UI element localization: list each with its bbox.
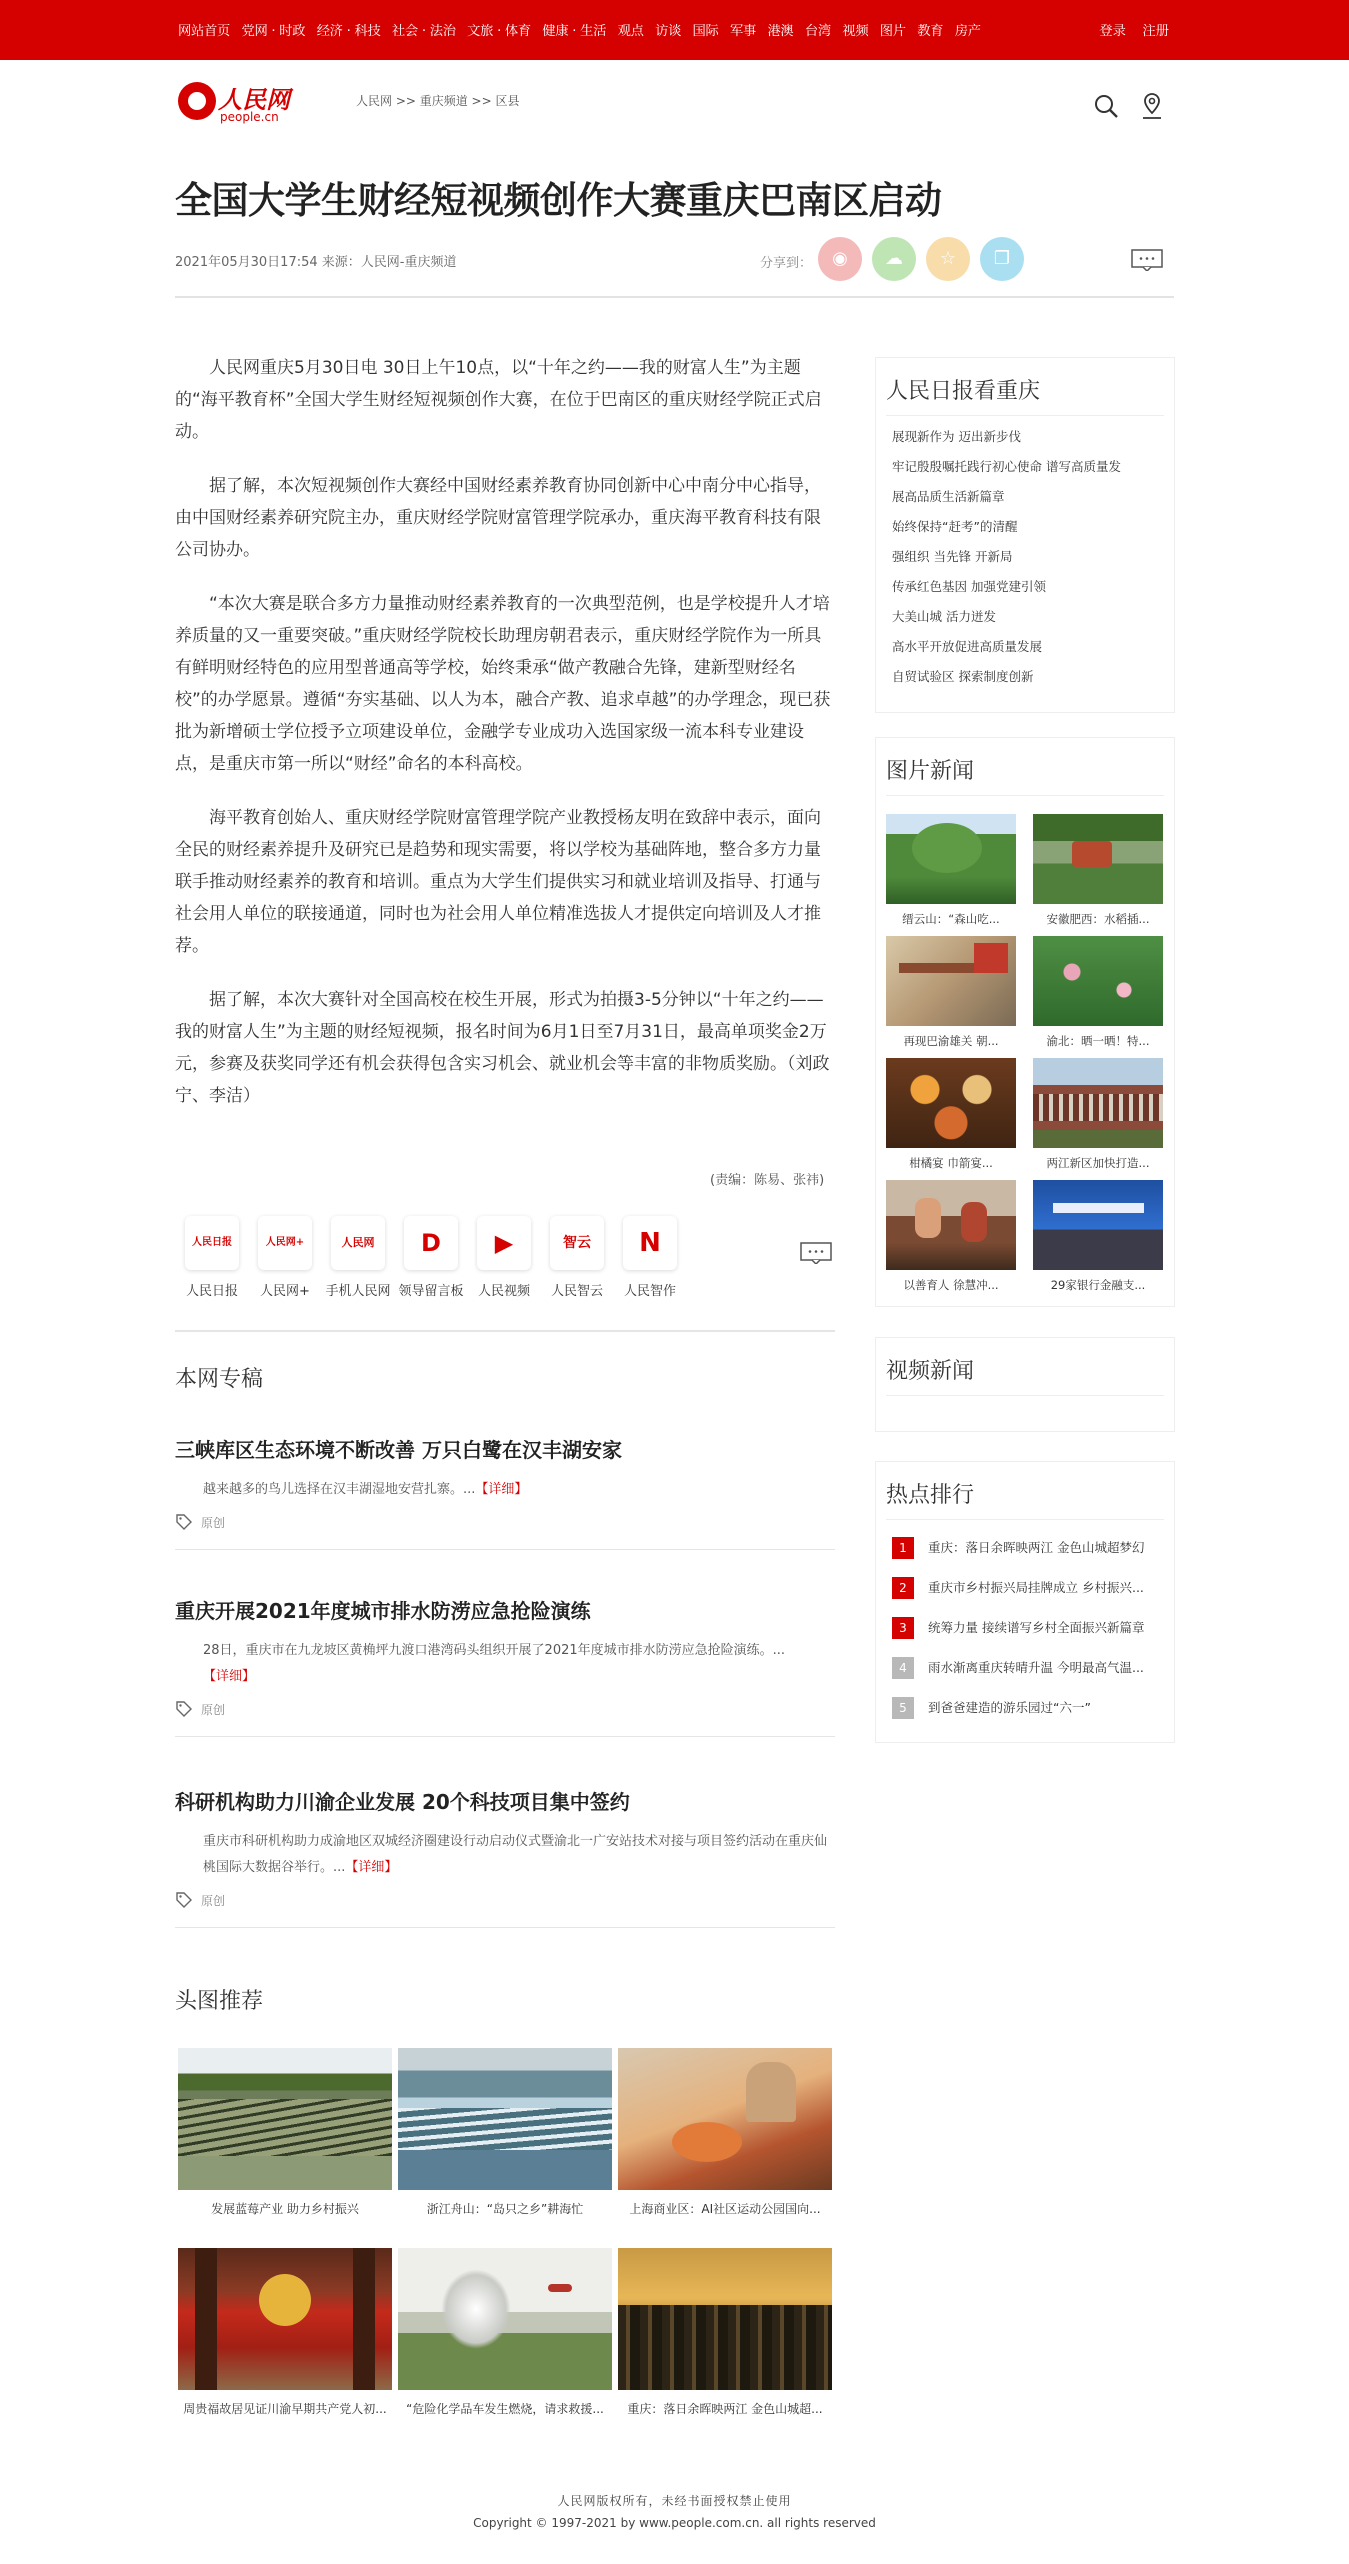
sidebar-box-title: 热点排行 <box>876 1462 1174 1516</box>
photo-harrow-building[interactable] <box>1033 1058 1163 1148</box>
nav-link-opinion[interactable]: 观点 <box>617 24 644 39</box>
tag-icon <box>175 1700 193 1718</box>
mobile-people-app-icon: 人民网 <box>331 1216 385 1270</box>
nav-link-video[interactable]: 视频 <box>842 24 869 39</box>
photo-blueberry[interactable] <box>178 2048 392 2190</box>
tile-caption[interactable]: 浙江舟山：“岛只之乡”耕海忙 <box>426 2202 584 2216</box>
tag-label[interactable]: 原创 <box>201 1702 226 1717</box>
article-paragraph: 据了解，本次短视频创作大赛经中国财经素养教育协同创新中心中南分中心指导，由中国财经素养研究院主办，重庆财经学院财富管理学院承办，重庆海平教育科技有限公司协办。 <box>175 476 821 560</box>
sidebar-link[interactable]: 牢记殷殷嘱托践行初心使命 谱写高质量发 <box>892 459 1121 474</box>
news-item <box>175 1786 835 1928</box>
photo-teacher-students[interactable] <box>886 1180 1016 1270</box>
play-app-icon: ▶ <box>477 1216 531 1270</box>
sidebar-link[interactable]: 展高品质生活新篇章 <box>892 489 1005 504</box>
tag-icon <box>175 1513 193 1531</box>
comment-icon[interactable] <box>1131 249 1163 271</box>
tag-label[interactable]: 原创 <box>201 1893 226 1908</box>
photo-news-item[interactable] <box>1033 1180 1163 1293</box>
copy-link-icon[interactable]: ❐ <box>980 237 1024 281</box>
nav-link-realestate[interactable]: 房产 <box>954 24 981 39</box>
app-people-daily[interactable] <box>183 1216 241 1299</box>
photo-chongqing-sunset[interactable] <box>618 2248 832 2390</box>
breadcrumb[interactable]: 人民网 >> 重庆频道 >> 区县 <box>356 94 520 108</box>
top-navigation-bar <box>0 0 1349 60</box>
site-logo[interactable] <box>178 80 298 128</box>
nav-link-culture[interactable]: 文旅 · 体育 <box>467 24 531 39</box>
section-title-head: 头图推荐 <box>175 1989 264 2014</box>
news-summary <box>175 1638 835 1690</box>
article-meta: 2021年05月30日17:54 来源：人民网-重庆频道 <box>175 255 457 270</box>
photo-bayu-pass[interactable] <box>886 936 1016 1026</box>
news-summary-text: 越来越多的鸟儿选择在汉丰湖湿地安营扎寨。... <box>203 1482 476 1497</box>
divider <box>175 1736 835 1737</box>
head-image-tile[interactable] <box>398 2048 612 2217</box>
photo-rice-planting[interactable] <box>1033 814 1163 904</box>
hot-item-title[interactable]: 雨水渐离重庆转晴升温 今明最高气温... <box>928 1660 1144 1675</box>
photo-caption[interactable]: 29家银行金融支... <box>1050 1278 1146 1292</box>
photo-caption[interactable]: 柑橘宴 巾箭宴... <box>909 1156 993 1170</box>
app-label: 人民日报 <box>185 1284 238 1299</box>
news-summary-text: 28日，重庆市在九龙坡区黄桷坪九渡口港湾码头组织开展了2021年度城市排水防涝应急抢险演练。... <box>203 1643 786 1658</box>
logo-mark-icon <box>178 82 216 120</box>
news-title[interactable]: 重庆开展2021年度城市排水防涝应急抢险演练 <box>175 1599 591 1623</box>
sidebar-link[interactable]: 强组织 当先锋 开新局 <box>892 549 1013 564</box>
sidebar-link[interactable]: 传承红色基因 加强党建引领 <box>892 579 1046 594</box>
news-summary-text: 重庆市科研机构助力成渝地区双城经济圈建设行动启动仪式暨渝北一广安站技术对接与项目签约活动在重庆仙桃国际大数据谷举行。... <box>203 1834 828 1875</box>
detail-link[interactable]: 【详细】 <box>345 1860 398 1875</box>
photo-caption[interactable]: 缙云山：“森山吃... <box>902 912 1000 926</box>
tag-icon <box>175 1891 193 1909</box>
logo-text: 人民网 <box>218 85 290 114</box>
article-body <box>175 352 835 1134</box>
tile-caption[interactable]: 上海商业区：AI社区运动公园国向... <box>629 2202 821 2216</box>
editor-credit: (责编：陈易、张祎) <box>710 1173 825 1188</box>
app-mobile-people[interactable] <box>325 1216 391 1299</box>
news-tag <box>175 1891 835 1909</box>
rank-badge: 2 <box>892 1577 914 1599</box>
sidebar-people-daily-chongqing <box>875 357 1175 713</box>
rank-badge: 5 <box>892 1697 914 1719</box>
hot-item-title[interactable]: 重庆：落日余晖映两江 金色山城超梦幻 <box>928 1540 1145 1555</box>
photo-bank-forum[interactable] <box>1033 1180 1163 1270</box>
article-paragraph: 据了解，本次大赛针对全国高校在校生开展，形式为拍摄3-5分钟以“十年之约——我的财富人生”为主题的财经短视频，报名时间为6月1日至7月31日，最高单项奖金2万元，参赛及获奖同学还有机会获得包含实习机会、就业机会等丰富的非物质奖励。（刘政宁、李洁） <box>175 990 830 1106</box>
footer-copyright-cn: 人民网版权所有，未经书面授权禁止使用 <box>557 2494 792 2508</box>
photo-news-item[interactable] <box>886 936 1016 1049</box>
wechat-share-icon[interactable]: ☁ <box>872 237 916 281</box>
photo-caption[interactable]: 以善育人 徐慧冲... <box>903 1278 999 1292</box>
nav-link-hkmacao[interactable]: 港澳 <box>767 24 794 39</box>
photo-sea-farm[interactable] <box>398 2048 612 2190</box>
app-people-zhiyun[interactable] <box>548 1216 606 1299</box>
news-summary <box>175 1829 835 1881</box>
rank-badge: 4 <box>892 1657 914 1679</box>
app-people-plus[interactable] <box>256 1216 314 1299</box>
photo-caption[interactable]: 再现巴渝雄关 朝... <box>903 1034 999 1048</box>
zhiyun-app-icon: 智云 <box>550 1216 604 1270</box>
app-label: 人民智云 <box>550 1284 603 1299</box>
rank-badge: 3 <box>892 1617 914 1639</box>
hot-item-title[interactable]: 重庆市乡村振兴局挂牌成立 乡村振兴... <box>928 1580 1144 1595</box>
article-title: 全国大学生财经短视频创作大赛重庆巴南区启动 <box>175 179 942 222</box>
photo-news-item[interactable] <box>1033 936 1163 1049</box>
hot-item-title[interactable]: 统筹力量 接续谱写乡村全面振兴新篇章 <box>928 1620 1145 1635</box>
weibo-share-icon[interactable]: ◉ <box>818 237 862 281</box>
news-item <box>175 1434 835 1550</box>
location-icon[interactable] <box>1140 92 1164 120</box>
sidebar-box-title: 人民日报看重庆 <box>876 358 1174 412</box>
app-row <box>176 1216 836 1306</box>
nav-link-pictures[interactable]: 图片 <box>879 24 906 39</box>
app-label: 手机人民网 <box>325 1284 391 1299</box>
app-label: 人民网+ <box>260 1284 310 1299</box>
hot-item[interactable] <box>892 1528 1158 1568</box>
news-tag <box>175 1700 835 1718</box>
photo-rescue-drill[interactable] <box>398 2248 612 2390</box>
news-summary <box>175 1477 835 1503</box>
head-image-tile[interactable] <box>398 2248 612 2417</box>
nav-link-health[interactable]: 健康 · 生活 <box>542 24 607 39</box>
tile-caption[interactable]: “危险化学品车发生燃烧，请求救援... <box>406 2402 604 2416</box>
sidebar-link[interactable]: 自贸试验区 探索制度创新 <box>892 669 1034 684</box>
photo-lotus-pond[interactable] <box>1033 936 1163 1026</box>
article-paragraph: 人民网重庆5月30日电 30日上午10点，以“十年之约——我的财富人生”为主题的“海平教育杯”全国大学生财经短视频创作大赛，在位于巴南区的重庆财经学院正式启动。 <box>175 358 822 442</box>
footer-copyright-en: Copyright © 1997-2021 by www.people.com.cn. all rights reserved <box>473 2516 876 2530</box>
news-title[interactable]: 科研机构助力川渝企业发展 20个科技项目集中签约 <box>175 1790 630 1814</box>
sidebar-link[interactable]: 高水平开放促进高质量发展 <box>892 639 1043 654</box>
tile-caption[interactable]: 周贵福故居见证川渝早期共产党人初... <box>183 2402 387 2416</box>
tag-label[interactable]: 原创 <box>201 1515 226 1530</box>
detail-link[interactable]: 【详细】 <box>203 1669 256 1684</box>
head-image-tile[interactable] <box>178 2248 392 2417</box>
hot-item[interactable] <box>892 1648 1158 1688</box>
nav-link-military[interactable]: 军事 <box>729 24 756 39</box>
nav-link-politics[interactable]: 党网 · 时政 <box>241 24 306 39</box>
share-label: 分享到： <box>760 256 813 271</box>
rank-badge: 1 <box>892 1537 914 1559</box>
sidebar-link[interactable]: 大美山城 活力迸发 <box>892 609 996 624</box>
divider <box>175 1549 835 1550</box>
photo-news-item[interactable] <box>886 814 1016 927</box>
nav-link-economy[interactable]: 经济 · 科技 <box>316 24 381 39</box>
photo-caption[interactable]: 渝北：晒一晒！特... <box>1046 1034 1150 1048</box>
sidebar-box-title: 图片新闻 <box>876 738 1174 792</box>
app-people-video[interactable] <box>475 1216 533 1299</box>
app-leader-message[interactable] <box>398 1216 464 1299</box>
article-paragraph: “本次大赛是联合多方力量推动财经素养教育的一次典型范例，也是学校提升人才培养质量的又一重要突破。”重庆财经学院校长助理房朝君表示，重庆财经学院作为一所具有鲜明财经特色的应用型普通高等学校，始终秉承“做产教融合先锋，建新型财经名校”的办学愿景。遵循“夯实基础、以人为本，融合产教、追求卓越”的办学理念，现已获批为新增硕士学位授予立项建设单位，金融学专业成功入选国家级一流本科专业建设点，是重庆市第一所以“财经”命名的本科高校。 <box>175 594 831 774</box>
hot-item[interactable] <box>892 1568 1158 1608</box>
detail-link[interactable]: 【详细】 <box>475 1482 528 1497</box>
photo-news-item[interactable] <box>886 1180 1016 1293</box>
comment-icon[interactable] <box>800 1242 832 1264</box>
sidebar-video-news <box>875 1337 1175 1432</box>
news-tag <box>175 1513 835 1531</box>
photo-jinyun-mountain[interactable] <box>886 814 1016 904</box>
photo-citrus-feast[interactable] <box>886 1058 1016 1148</box>
sidebar-hot-ranking <box>875 1461 1175 1743</box>
divider <box>175 296 1174 298</box>
tile-caption[interactable]: 发展蓝莓产业 助力乡村振兴 <box>211 2202 359 2216</box>
nav-link-home[interactable]: 网站首页 <box>178 24 230 39</box>
tile-caption[interactable]: 重庆：落日余晖映两江 金色山城超... <box>627 2402 823 2416</box>
leader-message-app-icon: D <box>404 1216 458 1270</box>
login-link[interactable]: 登录 <box>1099 24 1126 39</box>
section-title-local: 本网专稿 <box>175 1367 264 1392</box>
hot-item-title[interactable]: 到爸爸建造的游乐园过“六一” <box>928 1700 1091 1715</box>
sidebar-link[interactable]: 始终保持“赶考”的清醒 <box>892 519 1018 534</box>
favorite-share-icon[interactable]: ☆ <box>926 237 970 281</box>
sidebar-link[interactable]: 展现新作为 迈出新步伐 <box>892 429 1021 444</box>
app-label: 人民智作 <box>623 1284 676 1299</box>
nav-link-society[interactable]: 社会 · 法治 <box>391 24 456 39</box>
app-label: 人民视频 <box>477 1284 530 1299</box>
nav-link-international[interactable]: 国际 <box>692 24 719 39</box>
app-people-zhizuo[interactable] <box>621 1216 679 1299</box>
nav-link-education[interactable]: 教育 <box>917 24 944 39</box>
photo-news-item[interactable] <box>1033 1058 1163 1171</box>
nav-link-interview[interactable]: 访谈 <box>655 24 682 39</box>
hot-item[interactable] <box>892 1608 1158 1648</box>
photo-ai-park[interactable] <box>618 2048 832 2190</box>
article-paragraph: 海平教育创始人、重庆财经学院财富管理学院产业教授杨友明在致辞中表示，面向全民的财经素养提升及研究已是趋势和现实需要，将以学校为基础阵地，整合多方力量联手推动财经素养的教育和培训。重点为大学生们提供实习和就业培训及指导、打通与社会用人单位的联接通道，同时也为社会用人单位精准选拔人才提供定向培训及人才推荐。 <box>175 808 821 956</box>
app-label: 领导留言板 <box>398 1284 464 1299</box>
photo-memorial-hall[interactable] <box>178 2248 392 2390</box>
news-item <box>175 1595 835 1737</box>
photo-caption[interactable]: 安徽肥西：水稻插... <box>1046 912 1150 926</box>
zhizuo-app-icon: N <box>623 1216 677 1270</box>
top-nav-links <box>178 20 988 39</box>
photo-news-item[interactable] <box>886 1058 1016 1171</box>
search-icon[interactable] <box>1093 93 1119 119</box>
people-plus-app-icon: 人民网+ <box>258 1216 312 1270</box>
divider <box>175 1330 835 1332</box>
sidebar-box-title: 视频新闻 <box>876 1338 1174 1392</box>
logo-subtext: people.cn <box>220 110 279 124</box>
hot-item[interactable] <box>892 1688 1158 1728</box>
head-image-tile[interactable] <box>178 2048 392 2217</box>
head-image-tile[interactable] <box>618 2248 832 2417</box>
photo-caption[interactable]: 两江新区加快打造... <box>1046 1156 1150 1170</box>
register-link[interactable]: 注册 <box>1142 24 1169 39</box>
people-daily-app-icon: 人民日报 <box>185 1216 239 1270</box>
divider <box>175 1927 835 1928</box>
news-title[interactable]: 三峡库区生态环境不断改善 万只白鹭在汉丰湖安家 <box>175 1438 622 1462</box>
head-image-tile[interactable] <box>618 2048 832 2217</box>
nav-link-taiwan[interactable]: 台湾 <box>804 24 831 39</box>
photo-news-item[interactable] <box>1033 814 1163 927</box>
